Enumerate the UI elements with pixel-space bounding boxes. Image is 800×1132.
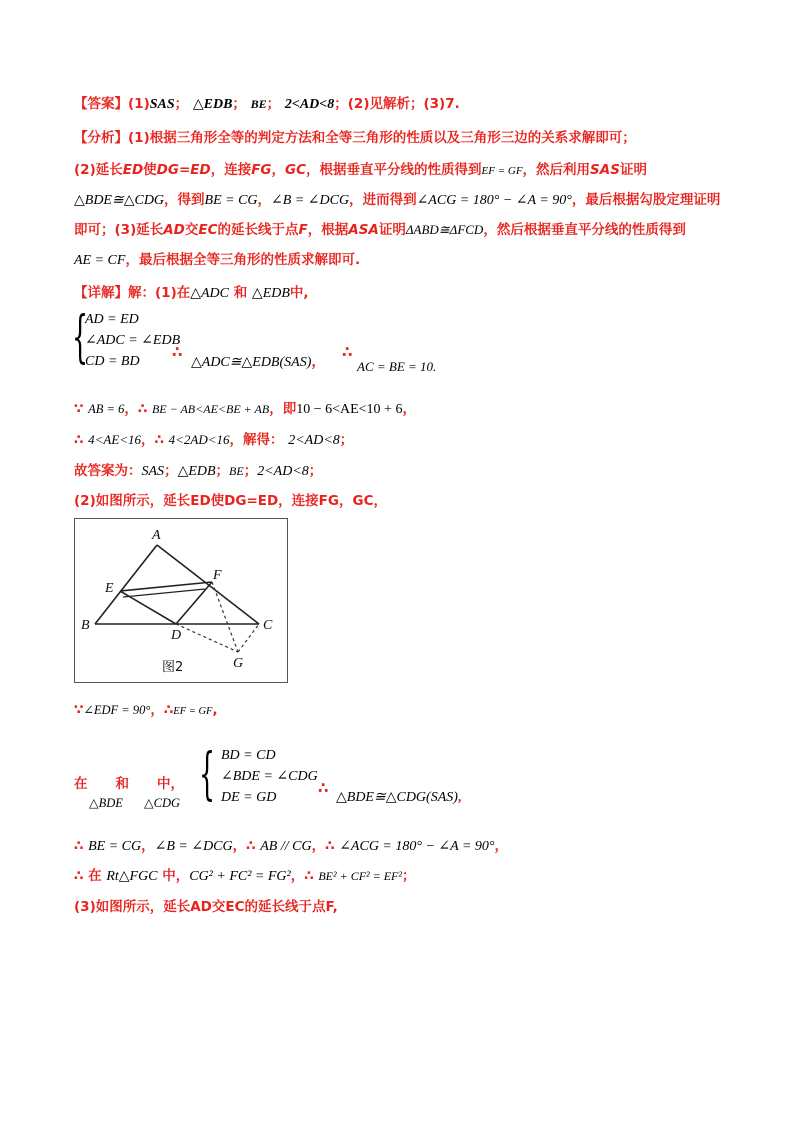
system2-prefix: 在 和 中， (74, 776, 184, 792)
segment-df (176, 582, 212, 624)
analysis-line-1: 【分析】(1)根据三角形全等的判定方法和全等三角形的性质以及三角形三边的关系求解即可； (74, 130, 636, 146)
analysis-tag: 【分析】 (74, 130, 128, 146)
edf-line: ∵∠EDF = 90°，∴EF = GF, (74, 702, 218, 718)
analysis-line-3: △BDE≅△CDG，得到BE = CG，∠B = ∠DCG，进而得到∠ACG = 180° − ∠A = 90°，最后根据勾股定理证明 (74, 192, 721, 208)
because-symbol: ∵ (74, 401, 84, 417)
label-c: C (263, 618, 273, 633)
segment-gc (238, 624, 259, 652)
label-g: G (233, 656, 244, 671)
label-a: A (152, 528, 161, 543)
congruence-result-2: △BDE≅△CDG(SAS), (336, 790, 462, 805)
segment-ac (157, 545, 259, 624)
equation-system-2: BD = CD ∠BDE = ∠CDG DE = GD (221, 748, 318, 805)
label-d: D (171, 628, 182, 643)
ac-be-equation: AC = BE = 10. (357, 359, 437, 374)
detail-tag: 【详解】 (74, 285, 128, 301)
figure-2 (74, 518, 288, 683)
system-brace-2: { (199, 742, 216, 807)
answer-tag: 【答案】 (74, 96, 128, 112)
analysis-line-2: (2)延长ED使DG=ED，连接FG，GC，根据垂直平分线的性质得到EF = GF，然后利用SAS证明 (74, 162, 647, 178)
part2-line: (2)如图所示，延长ED使DG=ED，连接FG，GC， (74, 493, 387, 509)
figure-caption: 图2 (162, 660, 184, 675)
final-answer-line: 故答案为：SAS；△EDB；BE；2<AD<8； (74, 463, 323, 479)
triangle-bde-label: △BDE (89, 796, 123, 810)
inequality-line-2: ∴ 4<AE<16，∴ 4<2AD<16，解得： 2<AD<8； (74, 432, 354, 448)
geometry-diagram (75, 519, 287, 682)
label-b: B (81, 618, 90, 633)
analysis-line-5: AE = CF，最后根据全等三角形的性质求解即可. (74, 252, 361, 268)
answer-line: 【答案】(1)SAS； △EDB； BE； 2<AD<8；(2)见解析；(3)7. (74, 96, 460, 112)
detail-intro: 【详解】解：(1)在△ADC 和 △EDB中, (74, 285, 309, 301)
equation-system-1: AD = ED ∠ADC = ∠EDB CD = BD (85, 312, 181, 369)
parallel-line: ∴ BE = CG，∠B = ∠DCG，∴ AB // CG，∴ ∠ACG = 180° − ∠A = 90°， (74, 838, 509, 854)
analysis-line-4: 即可；(3)延长AD交EC的延长线于点F，根据ASA证明ΔABD≅ΔFCD，然后根据垂直平分线的性质得到 (74, 222, 686, 238)
triangle-cdg-label: △CDG (144, 796, 181, 810)
part3-line: (3)如图所示，延长AD交EC的延长线于点F, (74, 899, 338, 915)
system-brace-1: { (72, 305, 89, 370)
label-f: F (213, 568, 222, 583)
inequality-line-1: ∵ AB = 6，∴ BE − AB<AE<BE + AB，即10 − 6<AE<10 + 6， (74, 401, 416, 417)
label-e: E (105, 581, 114, 596)
pythagoras-line: ∴ 在 Rt△FGC 中，CG² + FC² = FG²，∴ BE² + CF² = EF²； (74, 868, 416, 884)
therefore-symbol: ∴ (172, 343, 183, 361)
congruence-result-1: △ADC≅△EDB(SAS)， (191, 355, 326, 370)
